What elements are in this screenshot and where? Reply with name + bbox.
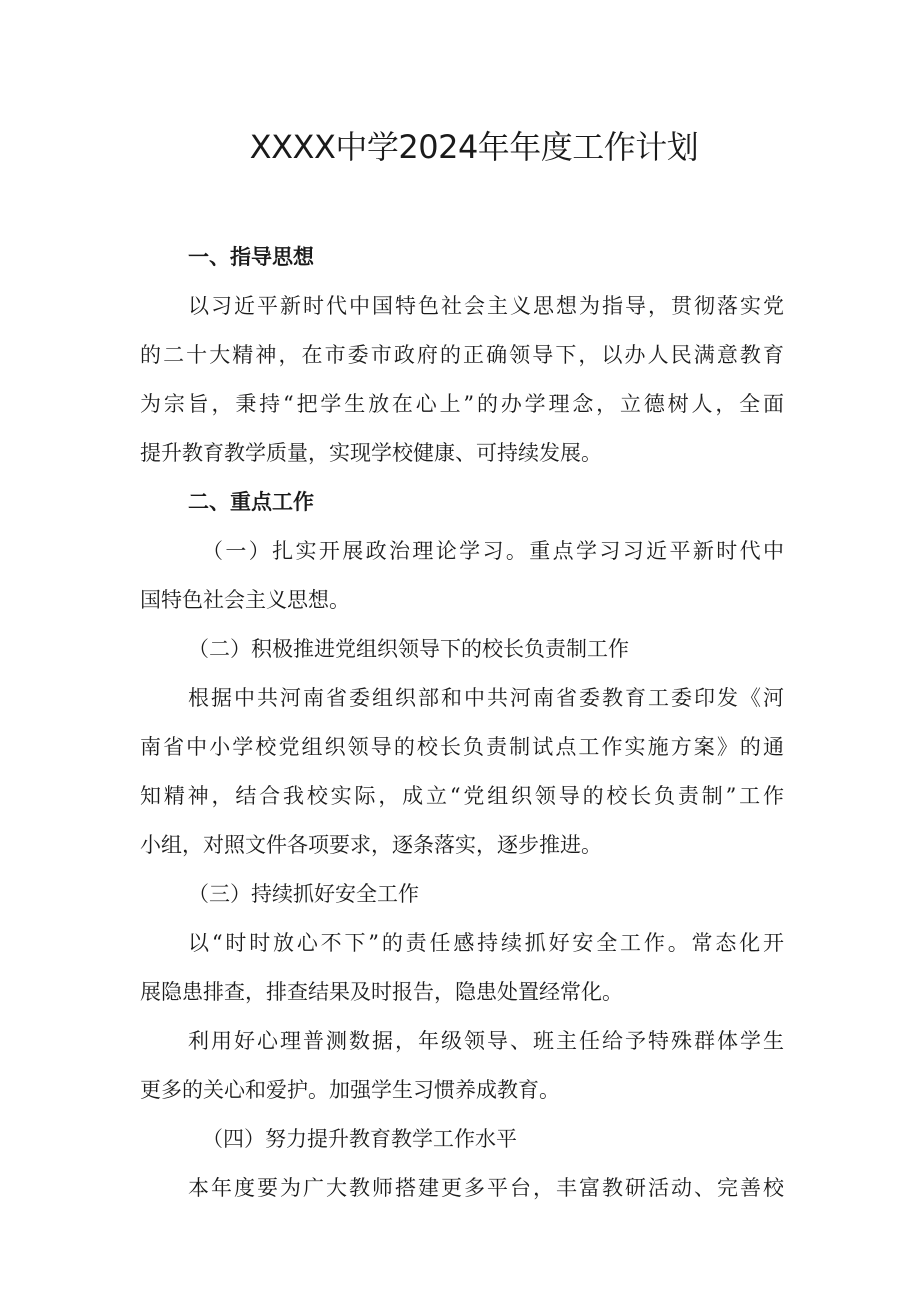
paragraph-line: 南省中小学校党组织领导的校长负责制试点工作实施方案》的通	[140, 735, 784, 759]
paragraph-line: 小组，对照文件各项要求，逐条落实，逐步推进。	[140, 833, 602, 857]
paragraph-line: （四）努力提升教育教学工作水平	[202, 1127, 517, 1151]
paragraph-line: 以“时时放心不下”的责任感持续抓好安全工作。常态化开	[188, 931, 784, 955]
paragraph-line: （二）积极推进党组织领导下的校长负责制工作	[188, 637, 629, 661]
paragraph-line: 知精神，结合我校实际，成立“党组织领导的校长负责制”工作	[140, 784, 784, 808]
paragraph-line: 更多的关心和爱护。加强学生习惯养成教育。	[140, 1078, 560, 1102]
paragraph-line: 的二十大精神，在市委市政府的正确领导下，以办人民满意教育	[140, 343, 784, 367]
paragraph-line: 本年度要为广大教师搭建更多平台，丰富教研活动、完善校	[188, 1176, 784, 1200]
paragraph-line: 展隐患排查，排查结果及时报告，隐患处置经常化。	[140, 980, 623, 1004]
section-heading: 一、指导思想	[188, 245, 314, 269]
document-title: XXXX中学2024年年度工作计划	[249, 128, 699, 166]
paragraph-line: （三）持续抓好安全工作	[188, 882, 419, 906]
paragraph-line: 为宗旨，秉持“把学生放在心上”的办学理念，立德树人，全面	[140, 392, 784, 416]
paragraph-line: 国特色社会主义思想。	[140, 588, 350, 612]
document-body	[140, 233, 784, 1213]
paragraph-line: 根据中共河南省委组织部和中共河南省委教育工委印发《河	[188, 686, 784, 710]
paragraph-line: （一）扎实开展政治理论学习。重点学习习近平新时代中	[202, 539, 784, 563]
paragraph-line: 以习近平新时代中国特色社会主义思想为指导，贯彻落实党	[188, 294, 784, 318]
section-heading: 二、重点工作	[188, 490, 314, 514]
paragraph-line: 利用好心理普测数据，年级领导、班主任给予特殊群体学生	[188, 1029, 784, 1053]
paragraph-line: 提升教育教学质量，实现学校健康、可持续发展。	[140, 441, 602, 465]
